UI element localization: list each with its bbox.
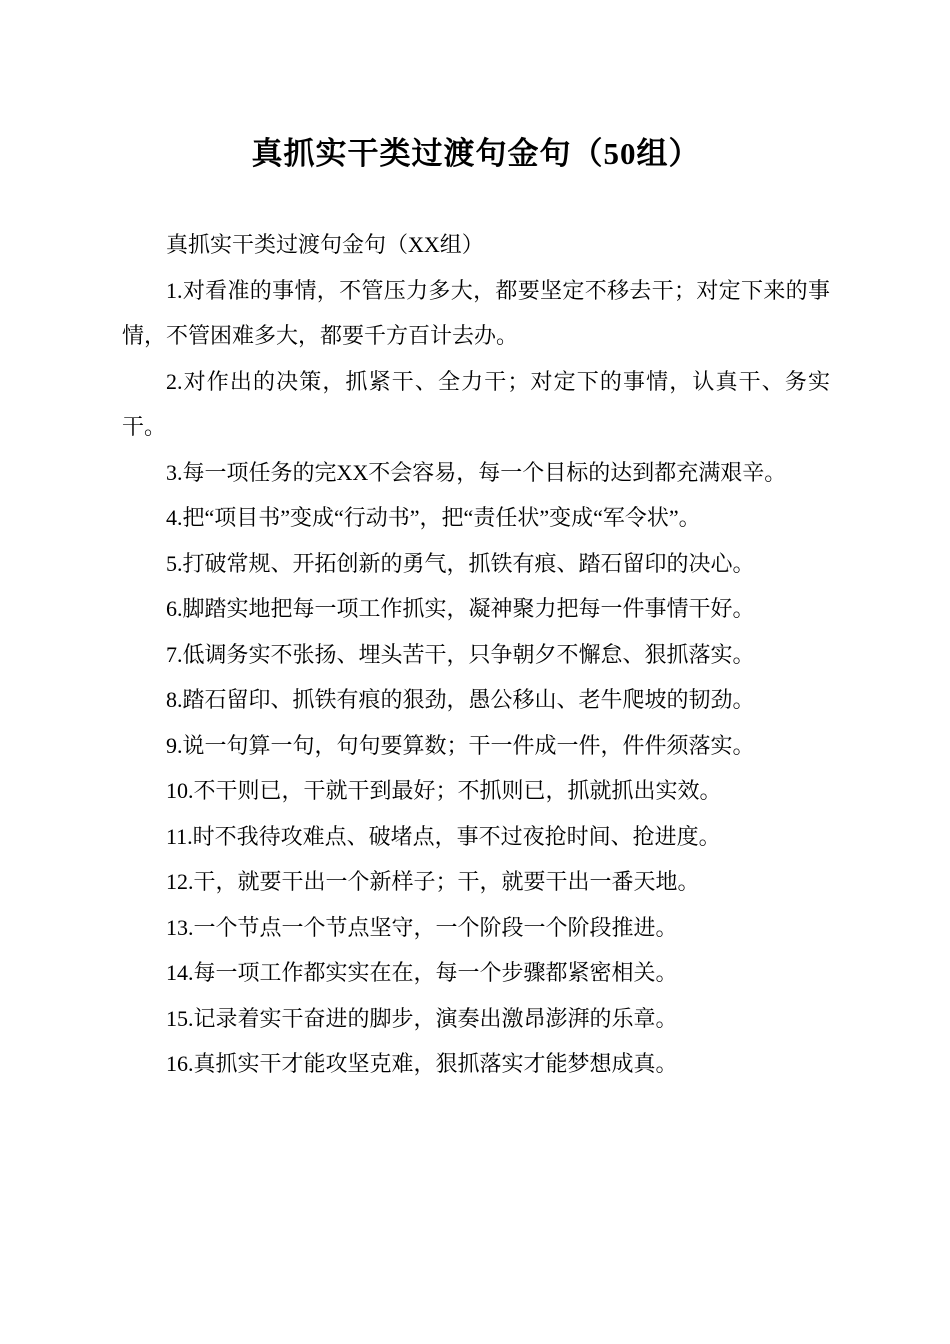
list-item-2: 2.对作出的决策，抓紧干、全力干；对定下的事情，认真干、务实干。 <box>122 368 830 439</box>
list-item-6: 6.脚踏实地把每一项工作抓实，凝神聚力把每一件事情干好。 <box>166 596 755 621</box>
list-item-7: 7.低调务实不张扬、埋头苦干，只争朝夕不懈怠、狠抓落实。 <box>166 641 755 667</box>
list-item-1: 1.对看准的事情，不管压力多大，都要坚定不移去干；对定下来的事情，不管困难多大，都要千方百计去办。 <box>122 277 830 348</box>
list-item-14: 14.每一项工作都实实在在，每一个步骤都紧密相关。 <box>166 960 678 985</box>
list-item-15: 15.记录着实干奋进的脚步，演奏出激昂澎湃的乐章。 <box>166 1005 678 1031</box>
list-item-13: 13.一个节点一个节点坚守，一个阶段一个阶段推进。 <box>166 914 678 940</box>
document-subtitle: 真抓实干类过渡句金句（XX组） <box>166 232 484 257</box>
list-item-8: 8.踏石留印、抓铁有痕的狠劲，愚公移山、老牛爬坡的韧劲。 <box>166 687 755 712</box>
document-title: 真抓实干类过渡句金句（50组） <box>251 136 701 171</box>
list-item-10: 10.不干则已，干就干到最好；不抓则已，抓就抓出实效。 <box>166 778 722 803</box>
list-item-16: 16.真抓实干才能攻坚克难，狠抓落实才能梦想成真。 <box>166 1051 678 1076</box>
list-item-9: 9.说一句算一句，句句要算数；干一件成一件，件件须落实。 <box>166 732 755 758</box>
list-item-4: 4.把“项目书”变成“行动书”，把“责任状”变成“军令状”。 <box>166 505 701 530</box>
list-item-5: 5.打破常规、开拓创新的勇气，抓铁有痕、踏石留印的决心。 <box>166 550 755 576</box>
list-item-12: 12.干，就要干出一个新样子；干，就要干出一番天地。 <box>166 869 700 894</box>
list-item-11: 11.时不我待攻难点、破堵点，事不过夜抢时间、抢进度。 <box>166 823 721 849</box>
list-item-3: 3.每一项任务的完XX不会容易，每一个目标的达到都充满艰辛。 <box>166 459 787 485</box>
